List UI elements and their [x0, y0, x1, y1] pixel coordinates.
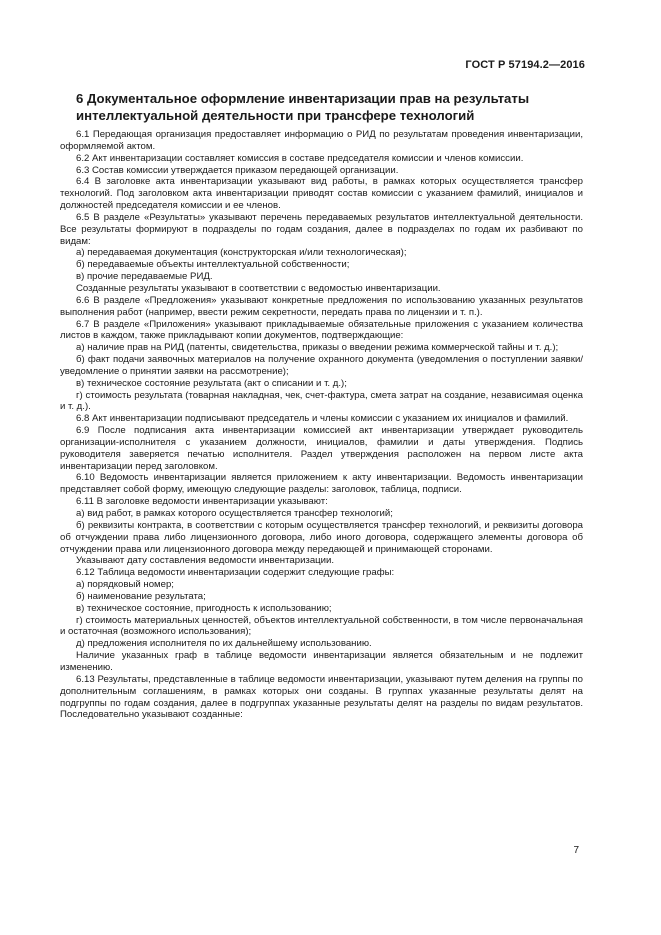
paragraph: 6.6 В разделе «Предложения» указывают конкретные предложения по использованию указанных результатов выполнения работ (например, ввести режим секретности, передать права по лицензии и т. п.). — [60, 294, 583, 318]
paragraph: 6.12 Таблица ведомости инвентаризации содержит следующие графы: — [76, 567, 395, 579]
list-item: а) вид работ, в рамках которого осуществляется трансфер технологий; — [76, 508, 393, 519]
paragraph: 6.8 Акт инвентаризации подписывают председатель и члены комиссии с указанием их инициалов и фамилий. — [76, 413, 569, 425]
list-item: а) порядковый номер; — [76, 579, 174, 591]
list-item: а) передаваемая документация (конструкторская и/или технологическая); — [76, 247, 407, 259]
paragraph: Указывают дату составления ведомости инвентаризации. — [76, 555, 335, 567]
list-item: а) наличие прав на РИД (патенты, свидетельства, приказы о введении режима коммерческой тайны и т. д.); — [76, 342, 559, 354]
body-text — [60, 129, 583, 721]
page-number: 7 — [573, 845, 579, 856]
list-item: б) реквизиты контракта, в соответствии с которым осуществляется трансфер технологий, и реквизиты договора об отчуждении права либо лицензионного договора, либо иного договора, содержащего элементы договора об отчуждении права или лицензионного договора между передающей и принимающей сторонами. — [60, 519, 583, 555]
paragraph: 6.9 После подписания акта инвентаризации комиссией акт инвентаризации утверждает руководитель организации-исполнителя с указанием должности, инициалов, фамилии и даты утверждения. Подпись руководителя заверяется печатью исполнителя. Раздел утверждения расположен на первом листе акта инвентаризации перед заголовком. — [60, 425, 583, 472]
paragraph: 6.2 Акт инвентаризации составляет комиссия в составе председателя комиссии и членов комиссии. — [76, 152, 524, 164]
list-item: в) прочие передаваемые РИД. — [76, 271, 213, 283]
list-item: г) стоимость материальных ценностей, объектов интеллектуальной собственности, в том числе первоначальная и остаточная (возможного использования); — [60, 614, 583, 638]
paragraph: 6.5 В разделе «Результаты» указывают перечень передаваемых результатов интеллектуальной деятельности. Все результаты формируют в подразделы по годам создания, далее в подразделах по годам их разбивают по видам: — [60, 211, 583, 247]
paragraph: Наличие указанных граф в таблице ведомости инвентаризации является обязательным и не подлежит изменению. — [60, 650, 583, 673]
list-item: б) передаваемые объекты интеллектуальной собственности; — [76, 259, 350, 271]
document-code: ГОСТ Р 57194.2—2016 — [465, 59, 585, 71]
section-title: 6 Документальное оформление инвентаризации прав на результаты интеллектуальной деятельности при трансфере технологий — [76, 91, 530, 123]
list-item: д) предложения исполнителя по их дальнейшему использованию. — [76, 638, 372, 650]
paragraph: 6.11 В заголовке ведомости инвентаризации указывают: — [76, 496, 328, 508]
paragraph: 6.3 Состав комиссии утверждается приказом передающей организации. — [76, 164, 399, 176]
paragraph: 6.13 Результаты, представленные в таблице ведомости инвентаризации, указывают путем деления на группы по дополнительным соглашениям, в рамках которых они созданы. В группах указанные результаты делят на подгруппы по годам создания, далее в подгруппах указанные результаты делят на разделы по видам результатов. Последовательно указывают созданные: — [60, 673, 583, 721]
paragraph: 6.10 Ведомость инвентаризации является приложением к акту инвентаризации. Ведомость инвентаризации представляет собой форму, имеющую следующие разделы: заголовок, таблица, подписи. — [60, 472, 583, 496]
paragraph: 6.4 В заголовке акта инвентаризации указывают вид работы, в рамках которых осуществляется трансфер технологий. Под заголовком акта инвентаризации приводят состав комиссии с указанием фамилий, инициалов и должностей председателя комиссии и ее членов. — [60, 176, 583, 212]
list-item: б) факт подачи заявочных материалов на получение охранного документа (уведомления о поступлении заявки/уведомление о принятии заявки на рассмотрение); — [60, 354, 583, 377]
list-item: г) стоимость результата (товарная накладная, чек, счет-фактура, смета затрат на создание, независимая оценка и т. д.). — [60, 389, 583, 413]
paragraph: 6.7 В разделе «Приложения» указывают прикладываемые обязательные приложения с указанием количества листов в каждом, также прикладывают копии документов, подтверждающие: — [60, 318, 583, 342]
list-item: в) техническое состояние результата (акт о списании и т. д.); — [76, 377, 347, 389]
list-item: в) техническое состояние, пригодность к использованию; — [76, 602, 332, 614]
paragraph: Созданные результаты указывают в соответствии с ведомостью инвентаризации. — [76, 282, 441, 294]
paragraph: 6.1 Передающая организация предоставляет информацию о РИД по результатам проведения инвентаризации, оформляемой актом. — [60, 129, 583, 152]
list-item: б) наименование результата; — [76, 590, 206, 602]
